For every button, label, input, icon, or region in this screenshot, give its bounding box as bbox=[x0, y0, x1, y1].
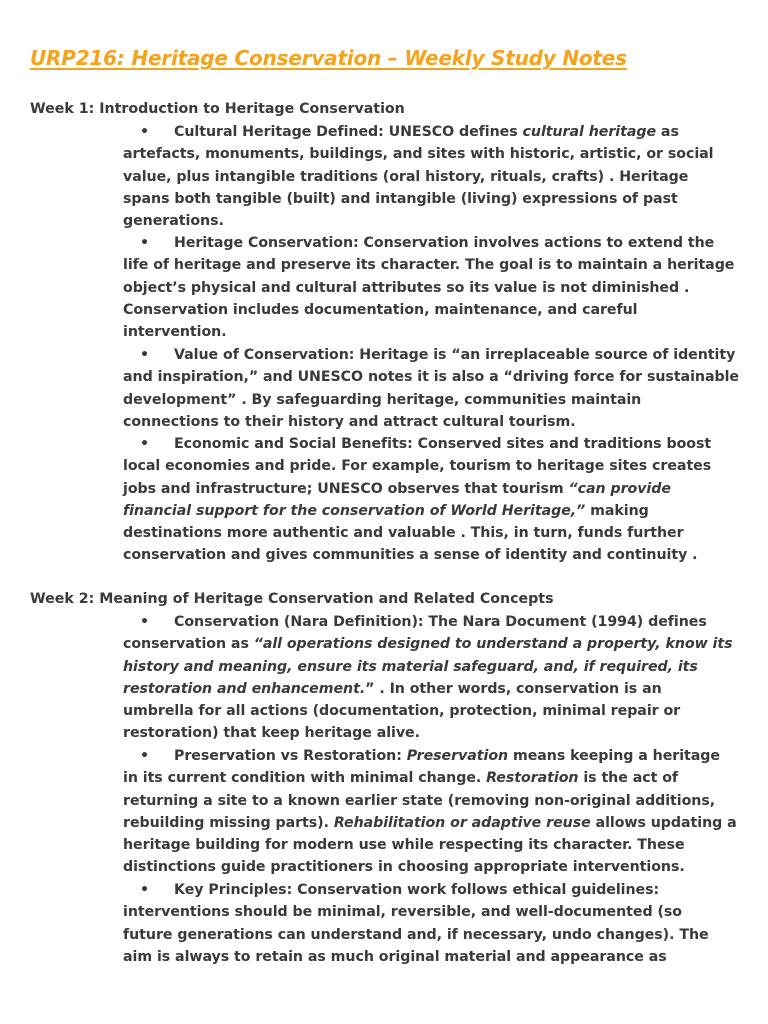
text-line bbox=[123, 321, 748, 343]
text-line bbox=[123, 767, 748, 789]
text-line bbox=[123, 678, 748, 700]
text-line bbox=[123, 946, 748, 968]
italic-text: Restoration bbox=[486, 770, 579, 787]
week-2-item-3 bbox=[123, 879, 748, 968]
text-line bbox=[123, 879, 748, 901]
text-line bbox=[123, 722, 748, 744]
text-line bbox=[123, 344, 748, 366]
text: object’s physical and cultural attributes so its value is not diminished . bbox=[123, 279, 690, 296]
text: Heritage Conservation: Conservation involves actions to extend the bbox=[174, 235, 715, 251]
text-line bbox=[123, 856, 748, 878]
week-1-item-4 bbox=[123, 433, 748, 567]
text: heritage building for modern use while respecting its character. These bbox=[123, 837, 685, 854]
italic-text: history and meaning, ensure its material safeguard, and, if required, its bbox=[123, 658, 698, 675]
text-line bbox=[123, 745, 748, 767]
text: ” . In other words, conservation is an bbox=[365, 680, 662, 697]
text: Conservation includes documentation, maintenance, and careful bbox=[123, 301, 638, 318]
text: as bbox=[656, 124, 679, 140]
text: means keeping a heritage bbox=[508, 748, 720, 764]
text: restoration) that keep heritage alive. bbox=[123, 725, 420, 742]
text-line bbox=[123, 299, 748, 321]
text: generations. bbox=[123, 213, 224, 230]
text-line bbox=[123, 633, 748, 655]
text-line bbox=[123, 924, 748, 946]
text-line bbox=[123, 121, 748, 143]
week-1-item-2 bbox=[123, 232, 748, 343]
bullet-marker: • bbox=[140, 748, 150, 764]
text: value, plus intangible traditions (oral history, rituals, crafts) . Heritage bbox=[123, 168, 689, 185]
text: Conservation (Nara Definition): The Nara Document (1994) defines bbox=[174, 614, 707, 630]
italic-text: cultural heritage bbox=[522, 124, 657, 140]
text: Cultural Heritage Defined: UNESCO defines bbox=[174, 124, 523, 140]
week-1-item-1 bbox=[123, 121, 748, 232]
text-line bbox=[123, 611, 748, 633]
text-line bbox=[123, 790, 748, 812]
text-line bbox=[123, 700, 748, 722]
italic-text: “all operations designed to understand a property, know its bbox=[253, 636, 733, 653]
week-2-item-2 bbox=[123, 745, 748, 879]
italic-text: financial support for the conservation of World Heritage,” bbox=[123, 502, 586, 519]
text-line bbox=[123, 901, 748, 923]
text: Economic and Social Benefits: Conserved sites and traditions boost bbox=[174, 436, 712, 452]
text-line bbox=[123, 366, 748, 388]
text-line bbox=[123, 478, 748, 500]
text: artefacts, monuments, buildings, and sites with historic, artistic, or social bbox=[123, 146, 714, 163]
text-line bbox=[123, 143, 748, 165]
text: intervention. bbox=[123, 324, 227, 341]
week-2-heading: Week 2: Meaning of Heritage Conservation and Related Concepts bbox=[30, 591, 554, 607]
text: and inspiration,” and UNESCO notes it is also a “driving force for sustainable bbox=[123, 369, 739, 386]
bullet-marker: • bbox=[140, 347, 150, 363]
text: rebuilding missing parts). bbox=[123, 814, 334, 831]
text: future generations can understand and, if necessary, undo changes). The bbox=[123, 926, 709, 943]
text: conservation and gives communities a sense of identity and continuity . bbox=[123, 547, 698, 564]
italic-text: Preservation bbox=[406, 748, 509, 764]
text: life of heritage and preserve its character. The goal is to maintain a heritage bbox=[123, 257, 735, 274]
text-line bbox=[123, 433, 748, 455]
week-1-item-3 bbox=[123, 344, 748, 433]
text-line bbox=[123, 232, 748, 254]
text: conservation as bbox=[123, 636, 254, 653]
text-line bbox=[123, 812, 748, 834]
text: development” . By safeguarding heritage, communities maintain bbox=[123, 391, 642, 408]
week-1-heading: Week 1: Introduction to Heritage Conservation bbox=[30, 101, 405, 117]
text: connections to their history and attract cultural tourism. bbox=[123, 413, 576, 430]
text-line bbox=[123, 166, 748, 188]
text-line bbox=[123, 455, 748, 477]
text-line bbox=[123, 389, 748, 411]
text-line bbox=[123, 254, 748, 276]
text-line bbox=[123, 544, 748, 566]
text: umbrella for all actions (documentation, protection, minimal repair or bbox=[123, 703, 681, 720]
text: Preservation vs Restoration: bbox=[174, 748, 407, 764]
text: is the act of bbox=[578, 770, 679, 787]
text-line bbox=[123, 277, 748, 299]
text: allows updating a bbox=[590, 814, 737, 831]
text: aim is always to retain as much original material and appearance as bbox=[123, 948, 667, 965]
text: spans both tangible (built) and intangible (living) expressions of past bbox=[123, 190, 678, 207]
text-line bbox=[123, 656, 748, 678]
italic-text: “can provide bbox=[568, 480, 671, 497]
page-title: URP216: Heritage Conservation – Weekly Study Notes bbox=[30, 46, 627, 70]
bullet-marker: • bbox=[140, 124, 150, 140]
text-line bbox=[123, 411, 748, 433]
text: in its current condition with minimal change. bbox=[123, 770, 487, 787]
text: distinctions guide practitioners in choosing appropriate interventions. bbox=[123, 859, 685, 876]
text: Key Principles: Conservation work follows ethical guidelines: bbox=[174, 882, 660, 898]
text-line bbox=[123, 210, 748, 232]
text: returning a site to a known earlier state (removing non-original additions, bbox=[123, 792, 716, 809]
text: interventions should be minimal, reversible, and well-documented (so bbox=[123, 904, 683, 921]
text: local economies and pride. For example, tourism to heritage sites creates bbox=[123, 458, 712, 475]
italic-text: restoration and enhancement. bbox=[123, 680, 366, 697]
week-2-item-1 bbox=[123, 611, 748, 745]
text-line bbox=[123, 188, 748, 210]
text: making bbox=[585, 502, 649, 519]
text: Value of Conservation: Heritage is “an irreplaceable source of identity bbox=[174, 347, 736, 363]
text-line bbox=[123, 834, 748, 856]
bullet-marker: • bbox=[140, 614, 150, 630]
italic-text: Rehabilitation or adaptive reuse bbox=[333, 814, 591, 831]
bullet-marker: • bbox=[140, 436, 150, 452]
bullet-marker: • bbox=[140, 235, 150, 251]
text-line bbox=[123, 500, 748, 522]
bullet-marker: • bbox=[140, 882, 150, 898]
text-line bbox=[123, 522, 748, 544]
text: jobs and infrastructure; UNESCO observes that tourism bbox=[123, 480, 569, 497]
text: destinations more authentic and valuable . This, in turn, funds further bbox=[123, 525, 684, 542]
